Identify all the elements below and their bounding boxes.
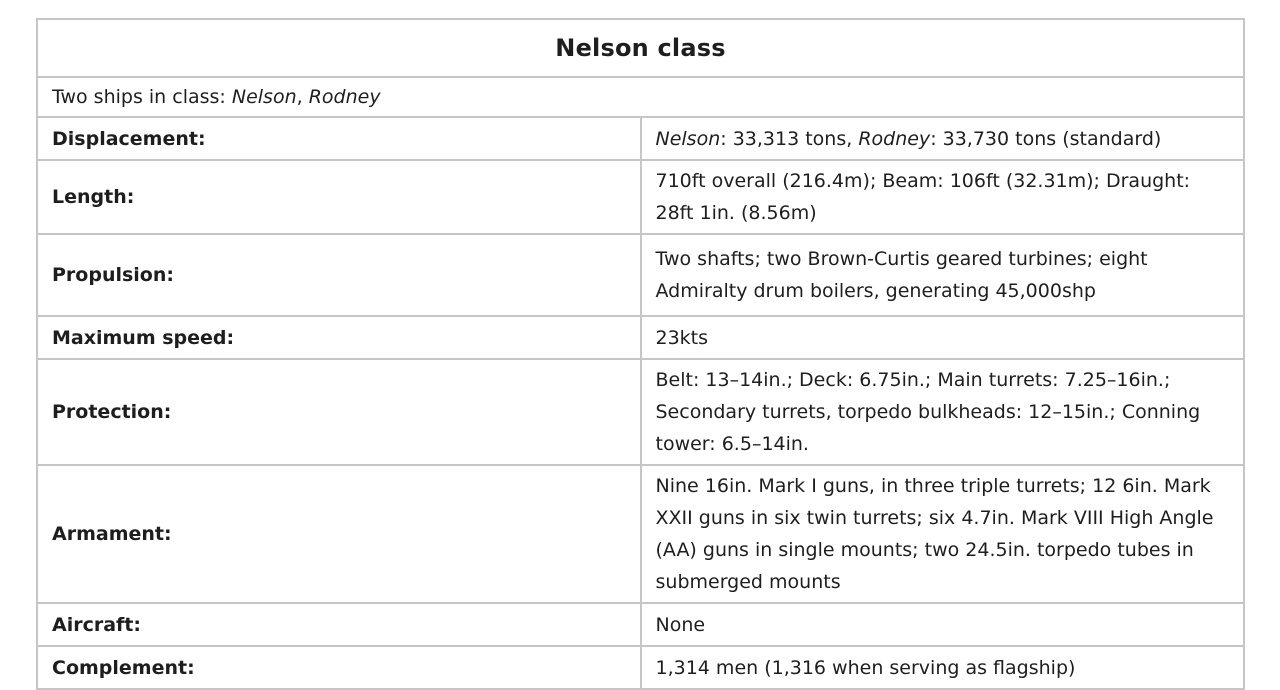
row-value: Nine 16in. Mark I guns, in three triple turrets; 12 6in. Mark XXII guns in six twin turrets; six 4.7in. Mark VIII High Angle (AA) guns in single mounts; two 24.5in. torpedo tubes in submerged mounts bbox=[641, 465, 1245, 603]
table-row-protection bbox=[37, 359, 1244, 465]
title-row bbox=[37, 19, 1244, 77]
table-title: Nelson class bbox=[37, 19, 1244, 77]
intro-prefix: Two ships in class: bbox=[52, 86, 232, 108]
row-value: 1,314 men (1,316 when serving as flagship) bbox=[641, 646, 1245, 689]
table-row-complement bbox=[37, 646, 1244, 689]
row-label: Complement: bbox=[37, 646, 641, 689]
spec-table bbox=[36, 18, 1245, 690]
table-row-aircraft bbox=[37, 603, 1244, 646]
ship-name-rodney: Rodney bbox=[858, 127, 931, 150]
row-label: Length: bbox=[37, 160, 641, 234]
intro-separator: , bbox=[296, 86, 309, 108]
displacement-text-2: : 33,730 tons (standard) bbox=[930, 127, 1162, 150]
row-label: Protection: bbox=[37, 359, 641, 465]
row-label: Displacement: bbox=[37, 117, 641, 160]
row-value: None bbox=[641, 603, 1245, 646]
row-label: Armament: bbox=[37, 465, 641, 603]
row-value: 23kts bbox=[641, 316, 1245, 359]
ship-name-nelson: Nelson bbox=[655, 127, 721, 150]
row-label: Aircraft: bbox=[37, 603, 641, 646]
displacement-text-1: : 33,313 tons, bbox=[720, 127, 859, 150]
table-row-max-speed bbox=[37, 316, 1244, 359]
ship-name-nelson: Nelson bbox=[231, 86, 297, 108]
table-row-displacement bbox=[37, 117, 1244, 160]
table-row-length bbox=[37, 160, 1244, 234]
row-value: Two shafts; two Brown-Curtis geared turbines; eight Admiralty drum boilers, generating 45,000shp bbox=[641, 234, 1245, 316]
row-value bbox=[641, 117, 1245, 160]
table-row-armament bbox=[37, 465, 1244, 603]
ship-name-rodney: Rodney bbox=[308, 86, 381, 108]
row-value: Belt: 13–14in.; Deck: 6.75in.; Main turrets: 7.25–16in.; Secondary turrets, torpedo bulkheads: 12–15in.; Conning tower: 6.5–14in. bbox=[641, 359, 1245, 465]
row-value: 710ft overall (216.4m); Beam: 106ft (32.31m); Draught: 28ft 1in. (8.56m) bbox=[641, 160, 1245, 234]
row-label: Maximum speed: bbox=[37, 316, 641, 359]
table-row-propulsion bbox=[37, 234, 1244, 316]
intro-row bbox=[37, 77, 1244, 117]
row-label: Propulsion: bbox=[37, 234, 641, 316]
ships-in-class bbox=[37, 77, 1244, 117]
